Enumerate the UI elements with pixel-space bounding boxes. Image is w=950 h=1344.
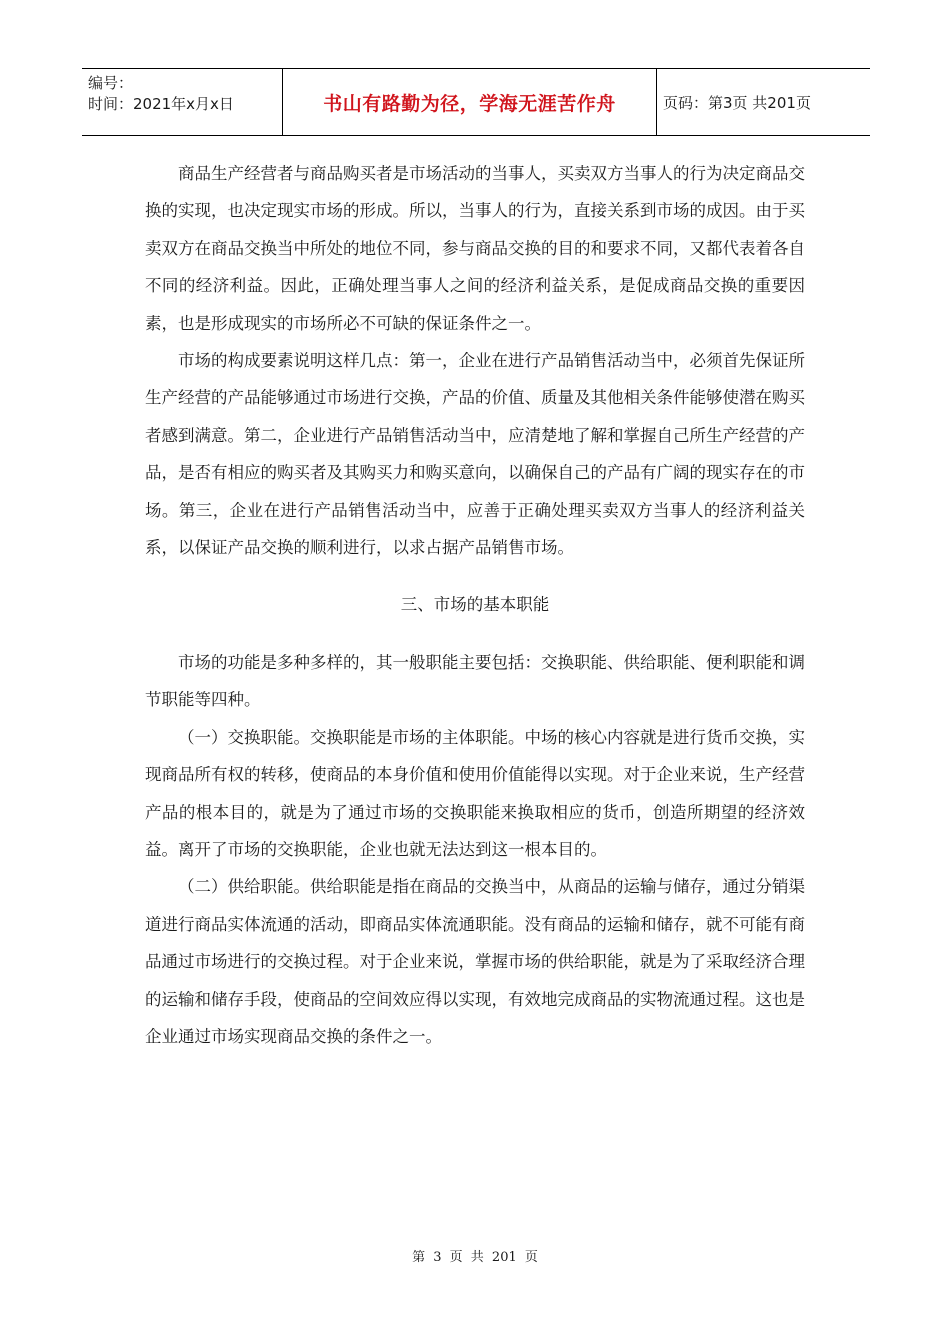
paragraph: （二）供给职能。供给职能是指在商品的交换当中，从商品的运输与储存，通过分销渠道进行商品实体流通的活动，即商品实体流通职能。没有商品的运输和储存，就不可能有商品通过市场进行的交换过程。对于企业来说，掌握市场的供给职能，就是为了采取经济合理的运输和储存手段，使商品的空间效应得以实现，有效地完成商品的实物流通过程。这也是企业通过市场实现商品交换的条件之一。 bbox=[145, 877, 805, 1046]
paragraph: （一）交换职能。交换职能是市场的主体职能。中场的核心内容就是进行货币交换，实现商品所有权的转移，使商品的本身价值和使用价值能得以实现。对于企业来说，生产经营产品的根本目的，就是为了通过市场的交换职能来换取相应的货币，创造所期望的经济效益。离开了市场的交换职能，企业也就无法达到这一根本目的。 bbox=[145, 727, 805, 859]
header-meta bbox=[82, 69, 282, 135]
section-heading: 三、市场的基本职能 bbox=[400, 595, 550, 615]
document-body bbox=[145, 155, 805, 1055]
page-footer: 第 3 页 共 201 页 bbox=[412, 1250, 538, 1265]
header-motto: 书山有路勤为径，学海无涯苦作舟 bbox=[282, 69, 657, 135]
paragraph: 市场的构成要素说明这样几点：第一，企业在进行产品销售活动当中，必须首先保证所生产经营的产品能够通过市场进行交换，产品的价值、质量及其他相关条件能够使潜在购买者感到满意。第二，企业进行产品销售活动当中，应清楚地了解和掌握自己所生产经营的产品，是否有相应的购买者及其购买力和购买意向，以确保自己的产品有广阔的现实存在的市场。第三，企业在进行产品销售活动当中，应善于正确处理买卖双方当事人的经济利益关系，以保证产品交换的顺利进行，以求占据产品销售市场。 bbox=[145, 351, 805, 558]
paragraph: 商品生产经营者与商品购买者是市场活动的当事人，买卖双方当事人的行为决定商品交换的实现，也决定现实市场的形成。所以，当事人的行为，直接关系到市场的成因。由于买卖双方在商品交换当中所处的地位不同，参与商品交换的目的和要求不同，又都代表着各自不同的经济利益。因此，正确处理当事人之间的经济利益关系，是促成商品交换的重要因素，也是形成现实的市场所必不可缺的保证条件之一。 bbox=[145, 164, 805, 333]
document-number-label: 编号： bbox=[88, 74, 134, 92]
page-header bbox=[82, 68, 870, 136]
header-page-info: 页码：第3页 共201页 bbox=[663, 93, 811, 112]
paragraph: 市场的功能是多种多样的，其一般职能主要包括：交换职能、供给职能、便利职能和调节职能等四种。 bbox=[145, 652, 805, 710]
document-date: 时间：2021年x月x日 bbox=[88, 95, 234, 113]
